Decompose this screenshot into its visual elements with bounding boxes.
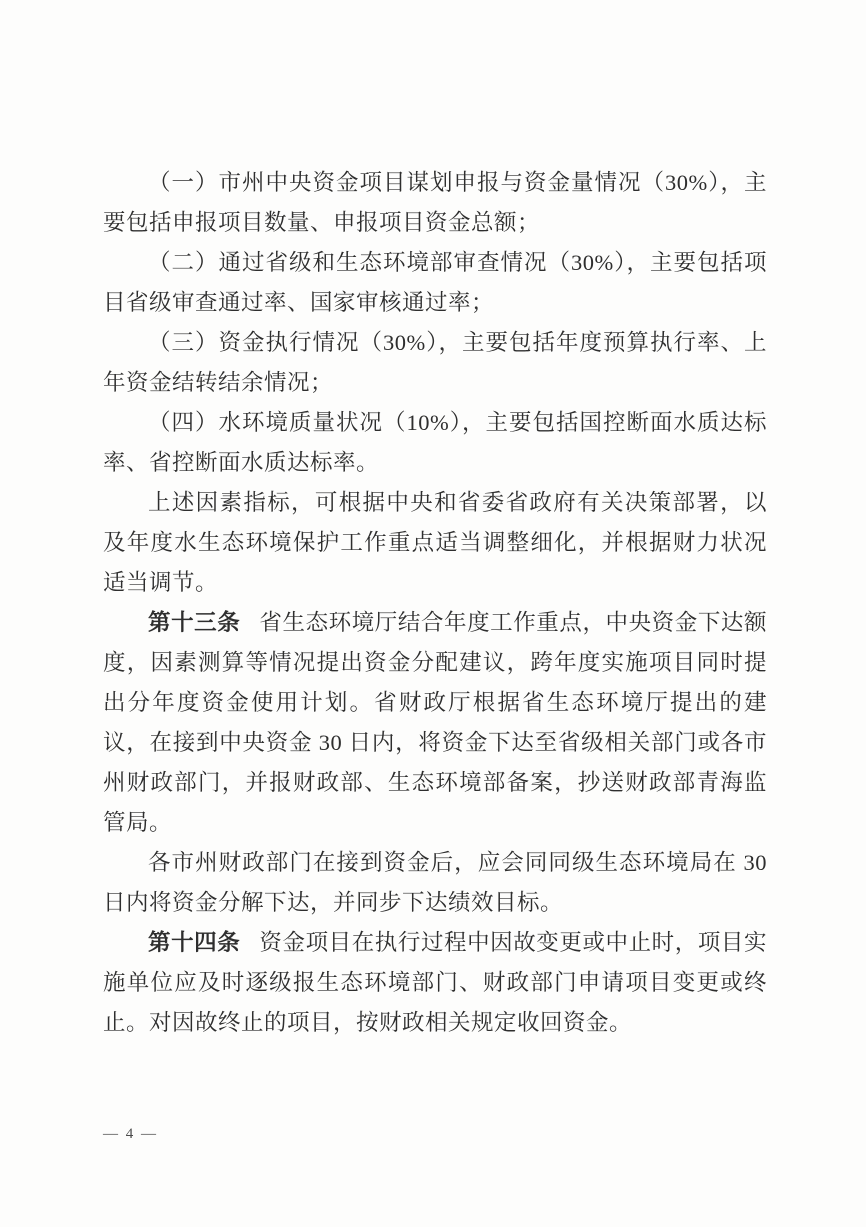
paragraph <box>103 843 767 923</box>
page-number: — 4 — <box>103 1126 158 1142</box>
paragraph-text: 资金项目在执行过程中因故变更或中止时，项目实施单位应及时逐级报生态环境部门、财政部门申请项目变更或终止。对因故终止的项目，按财政相关规定收回资金。 <box>103 930 767 1035</box>
paragraph-text: （四）水环境质量状况（10%），主要包括国控断面水质达标率、省控断面水质达标率。 <box>103 410 767 475</box>
paragraph <box>103 323 767 403</box>
paragraph-text: （二）通过省级和生态环境部审查情况（30%），主要包括项目省级审查通过率、国家审核通过率； <box>103 250 767 315</box>
paragraph <box>103 603 767 843</box>
page-footer <box>103 1126 158 1143</box>
paragraph-text: （三）资金执行情况（30%），主要包括年度预算执行率、上年资金结转结余情况； <box>103 330 767 395</box>
paragraph <box>103 163 767 243</box>
paragraph-text: 上述因素指标，可根据中央和省委省政府有关决策部署，以及年度水生态环境保护工作重点适当调整细化，并根据财力状况适当调节。 <box>103 490 767 595</box>
paragraph-text: 各市州财政部门在接到资金后，应会同同级生态环境局在 30 日内将资金分解下达，并同步下达绩效目标。 <box>103 850 767 915</box>
article-number: 第十四条 <box>148 930 241 955</box>
paragraph <box>103 403 767 483</box>
paragraph-text: （一）市州中央资金项目谋划申报与资金量情况（30%），主要包括申报项目数量、申报项目资金总额； <box>103 170 767 235</box>
paragraph <box>103 923 767 1043</box>
paragraph-text: 省生态环境厅结合年度工作重点，中央资金下达额度，因素测算等情况提出资金分配建议，跨年度实施项目同时提出分年度资金使用计划。省财政厅根据省生态环境厅提出的建议，在接到中央资金 30 日内，将资金下达至省级相关部门或各市州财政部门，并报财政部、生态环境部备案，抄送财政部青海监管局。 <box>103 610 767 835</box>
article-number: 第十三条 <box>148 610 241 635</box>
paragraph <box>103 483 767 603</box>
paragraph <box>103 243 767 323</box>
document-body <box>103 163 767 1043</box>
